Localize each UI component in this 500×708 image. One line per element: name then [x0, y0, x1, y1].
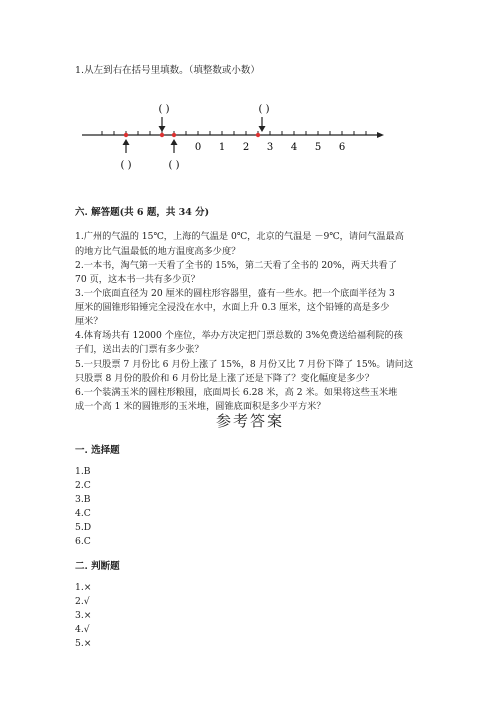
- bottom-bracket-1: ( ): [120, 160, 132, 171]
- answer-item: 2.C: [75, 480, 91, 491]
- answer-item: 6.C: [75, 536, 91, 547]
- answer-item: 5.D: [75, 522, 92, 533]
- problem-line: 1.广州的气温的 15℃，上海的气温是 0℃，北京的气温是 －9℃，请问气温最高: [75, 231, 404, 242]
- tick-label-2: 2: [242, 142, 250, 153]
- answer-item: 1.×: [75, 582, 92, 593]
- problem-line: 70 页，这本书一共有多少页？: [75, 274, 200, 285]
- answer-item: 4.C: [75, 508, 91, 519]
- arrow-down-icon-1: [159, 117, 166, 132]
- axis-arrow: [377, 132, 384, 138]
- top-bracket-1: ( ): [158, 104, 170, 115]
- arrow-down-icon-2: [259, 117, 266, 132]
- answer-item: 5.×: [75, 638, 92, 649]
- number-line: [0, 0, 500, 185]
- problem-line: 厘米的圆锥形铅锤完全浸没在水中，水面上升 0.3 厘米，这个铅锤的高是多少: [75, 302, 390, 313]
- point-marker-3: [172, 133, 176, 137]
- problem-line: 2.一本书，淘气第一天看了全书的 15%，第二天看了全书的 20%，两天共看了: [75, 260, 397, 271]
- question-1-intro: 1.从左到右在括号里填数。（填整数或小数）: [75, 65, 260, 76]
- problem-line: 成一个高 1 米的圆锥形的玉米堆，圆锥底面积是多少平方米？: [75, 401, 326, 412]
- problem-line: 3.一个底面直径为 20 厘米的圆柱形容器里，盛有一些水。把一个底面半径为 3: [75, 288, 395, 299]
- answers-section-1-title: 一. 选择题: [75, 445, 120, 456]
- problem-line: 4.体育场共有 12000 个座位，举办方决定把门票总数的 3%免费送给福利院的孩: [75, 330, 403, 341]
- point-marker-4: [256, 133, 260, 137]
- problem-line: 子们，送出去的门票有多少张？: [75, 344, 204, 355]
- answer-item: 4.√: [75, 624, 90, 635]
- problem-line: 厘米？: [75, 316, 103, 327]
- problem-line: 5.一只股票 7 月份比 6 月份上涨了 15%，8 月份又比 7 月份下降了 15%。请问这: [75, 359, 414, 370]
- answers-section-2-title: 二. 判断题: [75, 561, 120, 572]
- arrow-up-icon-2: [171, 139, 178, 153]
- point-marker-1: [124, 133, 128, 137]
- top-bracket-2: ( ): [258, 104, 270, 115]
- tick-label-5: 5: [314, 142, 322, 153]
- answers-title: 参考答案: [215, 412, 284, 430]
- tick-label-1: 1: [218, 142, 226, 153]
- bottom-bracket-2: ( ): [168, 160, 180, 171]
- tick-label-6: 6: [338, 142, 346, 153]
- tick-label-4: 4: [290, 142, 298, 153]
- problem-line: 的地方比气温最低的地方温度高多少度？: [75, 246, 241, 257]
- arrow-up-icon-1: [123, 139, 130, 153]
- section-6-title: 六. 解答题(共 6 题，共 34 分): [75, 207, 210, 218]
- tick-label-0: 0: [194, 142, 202, 153]
- answer-item: 3.B: [75, 494, 91, 505]
- problem-line: 6.一个装满玉米的圆柱形粮囤，底面周长 6.28 米，高 2 米。如果将这些玉米堆: [75, 387, 398, 398]
- answer-item: 1.B: [75, 466, 91, 477]
- answer-item: 3.×: [75, 610, 92, 621]
- tick-label-3: 3: [266, 142, 274, 153]
- problem-line: 只股票 8 月份的股价和 6 月份比是上涨了还是下降了？变化幅度是多少？: [75, 373, 374, 384]
- answer-item: 2.√: [75, 596, 90, 607]
- point-marker-2: [160, 133, 164, 137]
